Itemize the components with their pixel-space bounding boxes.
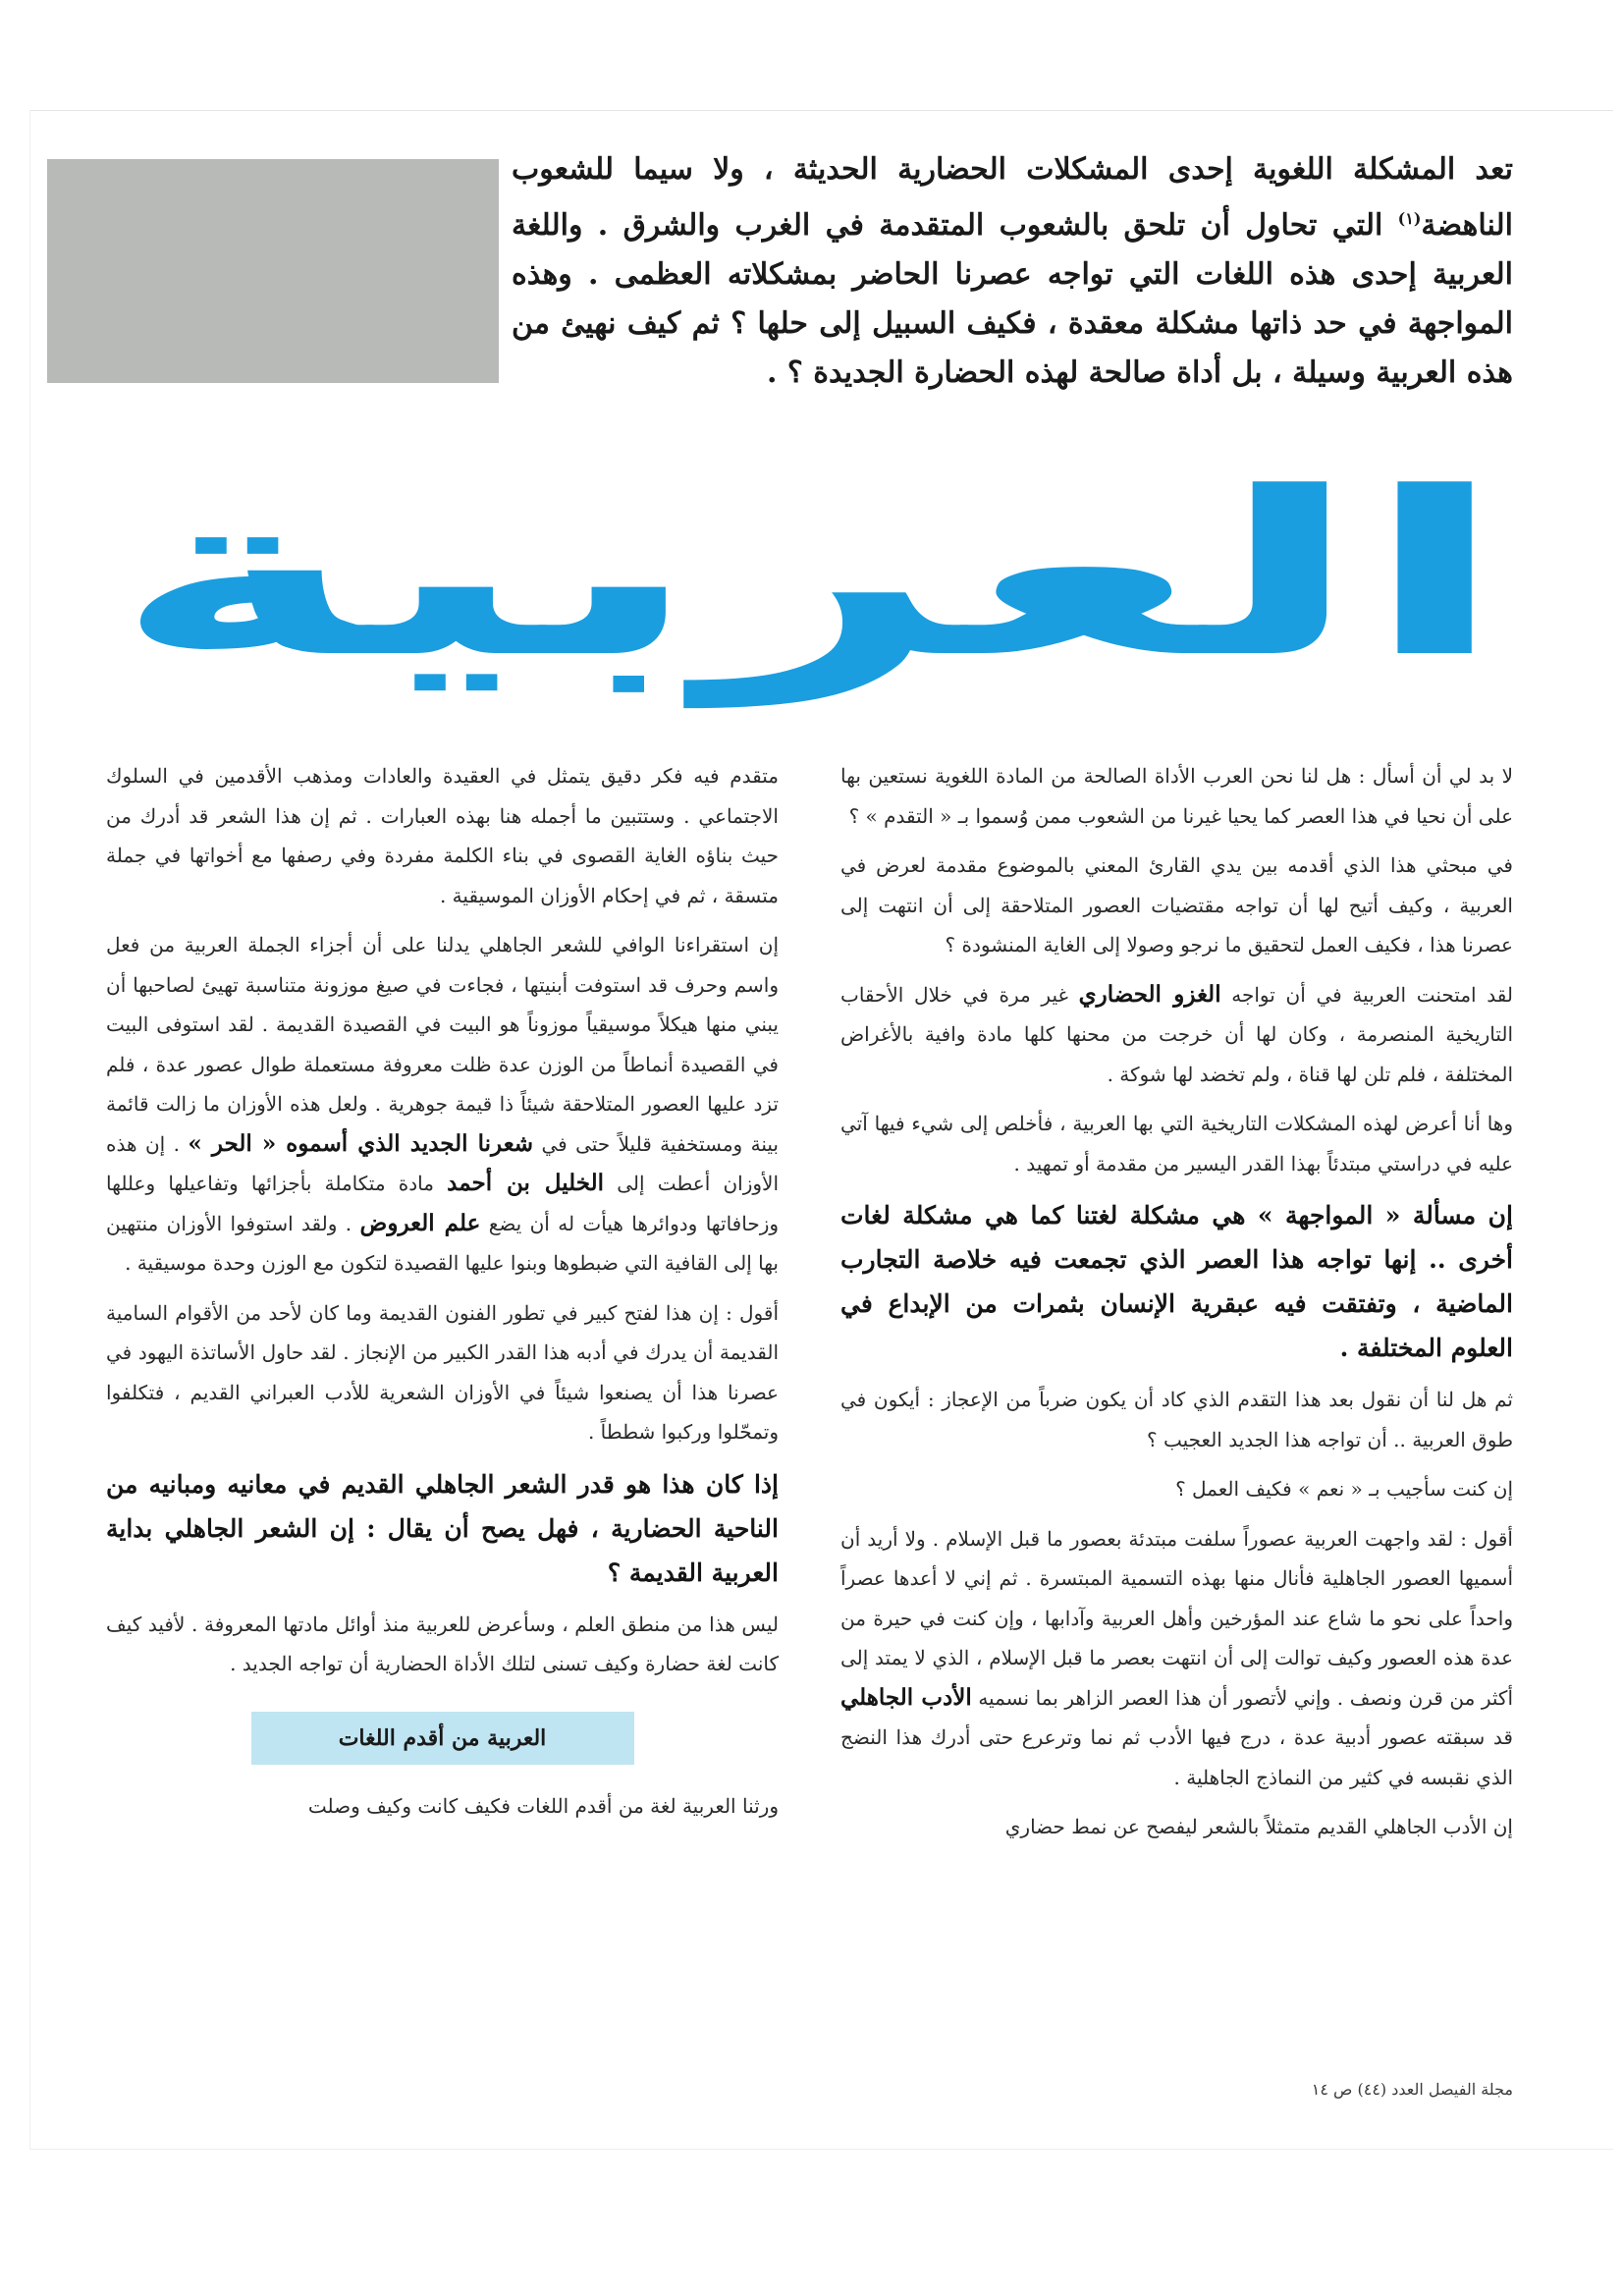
- left-p6: ورثنا العربية لغة من أقدم اللغات فكيف كانت وكيف وصلت: [307, 1793, 779, 1818]
- right-p3-text-c: غير مرة في خلال الأحقاب التاريخية المنصرمة ، وكان لها أن خرجت من محنها كلها مادة وافية بالأغراض المختلفة ، فلم تلن لها قناة ، ولم تخضد لها شوكة .: [840, 982, 1513, 1086]
- section-subheading: العربية من أقدم اللغات: [251, 1712, 634, 1765]
- right-p7: إن كنت سأجيب بـ « نعم » فكيف العمل ؟: [1175, 1477, 1513, 1501]
- right-p5-bold: إن مسألة « المواجهة » هي مشكلة لغتنا كما هي مشكلة لغات أخرى .. إنها تواجه هذا العصر الذي تجمعت فيه خلاصة التجارب الماضية ، وتفتقت فيه عبقرية الإنسان بثمرات من الإبداع في العلوم المختلفة .: [840, 1201, 1513, 1362]
- left-p1: متقدم فيه فكر دقيق يتمثل في العقيدة والعادات ومذهب الأقدمين في السلوك الاجتماعي . وستتبين ما أجمله هنا بهذه العبارات . ثم إن هذا الشعر قد أدرك من حيث بناؤه الغاية القصوى في بناء الكلمة مفردة وفي رصفها مع أخواتها في جملة متسقة ، ثم في إحكام الأوزان الموسيقية .: [106, 764, 779, 907]
- right-p8: [840, 1519, 1513, 1798]
- right-p3: [840, 975, 1513, 1095]
- right-column: [840, 756, 1513, 1857]
- page-title-text: العربية: [113, 445, 857, 707]
- intro-line-1: تعد المشكلة اللغوية إحدى المشكلات الحضارية الحديثة ، ولا سيما للشعوب الناهضة: [512, 152, 1513, 243]
- right-p1: لا بد لي أن أسأل : هل لنا نحن العرب الأداة الصالحة من المادة اللغوية نستعين بها على أن نحيا في هذا العصر كما يحيا غيرنا من الشعوب ممن وُسموا بـ « التقدم » ؟: [840, 764, 1513, 828]
- page-footer: مجلة الفيصل العدد (٤٤) ص ١٤: [1311, 2080, 1513, 2099]
- right-p6: ثم هل لنا أن نقول بعد هذا التقدم الذي كاد أن يكون ضرباً من الإعجاز : أيكون في طوق العربية .. أن تواجه هذا الجديد العجيب ؟: [840, 1388, 1514, 1451]
- right-p9: إن الأدب الجاهلي القديم متمثلاً بالشعر ليفصح عن نمط حضاري: [1004, 1815, 1513, 1838]
- frame-top-line: [29, 110, 1613, 111]
- right-p4: وها أنا أعرض لهذه المشكلات التاريخية التي بها العربية ، فأخلص إلى شيء فيها آتي عليه في دراستي مبتدئاً بهذا القدر اليسير من مقدمة أو تمهيد .: [840, 1112, 1513, 1175]
- intro-paragraph: [512, 145, 1513, 398]
- right-p8-bold: الأدب الجاهلي: [840, 1683, 972, 1711]
- right-p2: في مبحثي هذا الذي أقدمه بين يدي القارئ المعني بالموضوع مقدمة لعرض في العربية ، وكيف أتيح لها أن تواجه مقتضيات العصور المتلاحقة إلى أن انتهت إلى عصرنا هذا ، فكيف العمل لتحقيق ما نرجو وصولا إلى الغاية المنشودة ؟: [840, 853, 1513, 957]
- left-p2-text-e: مادة متكاملة بأجزائها وتفاعيلها وعللها وزحافاتها ودوائرها هيأت له أن يضع: [106, 1172, 780, 1235]
- left-p2-bold-prosody: علم العروض: [359, 1209, 481, 1236]
- left-column: [106, 756, 779, 1835]
- left-p2-bold-khalil: الخليل بن أحمد: [447, 1170, 604, 1196]
- gray-placeholder-block: [47, 159, 499, 383]
- left-p2-bold-free-verse: شعرنا الجديد الذي أسموه « الحر »: [188, 1129, 534, 1157]
- left-p2-text-c: . إن هذه الأوزان أعطت إلى: [106, 1131, 780, 1195]
- left-p2-text-a: إن استقراءنا الوافي للشعر الجاهلي يدلنا على أن أجزاء الجملة العربية من فعل واسم وحرف قد استوفت أبنيتها ، فجاءت في صيغ موزونة متناسبة تهيئ لصاحبها أن يبني منها هيكلاً موسيقياً موزوناً هو البيت في القصيدة القديمة . لقد استوفى البيت في القصيدة أنماطاً من الوزن عدة ظلت معروفة مستعملة طوال عصور عدة ، فلم تزد عليها العصور المتلاحقة شيئاً ذا قيمة جوهرية . ولعل هذه الأوزان ما زالت قائمة بينة ومستخفية قليلاً حتى في: [106, 933, 779, 1156]
- intro-line-2: التي تحاول أن تلحق بالشعوب المتقدمة في الغرب والشرق . واللغة العربية إحدى هذه اللغات التي تواجه عصرنا الحاضر بمشكلاته العظمى . وهذه المواجهة في حد ذاتها مشكلة معقدة ، فكيف السبيل إلى حلها ؟ ثم كيف نهيئ من هذه العربية وسيلة ، بل أداة صالحة لهذه الحضارة الجديدة ؟ .: [512, 208, 1513, 390]
- page-title: [98, 432, 1522, 727]
- right-p8-text-a: أقول : لقد واجهت العربية عصوراً سلفت مبتدئة بعصور ما قبل الإسلام . ولا أريد أن أسميها العصور الجاهلية فأنال منها بهذه التسمية المبتسرة . ثم إني لا أعدها عصراً واحداً على نحو ما شاع عند المؤرخين وأهل العربية وآدابها ، وإن كنت في حيرة من عدة هذه العصور وكيف توالت إلى أن انتهت بعصر ما قبل الإسلام ، الذي لا يمتد إلى أكثر من قرن ونصف . وإني لأتصور أن هذا العصر الزاهر بما نسميه: [840, 1526, 1514, 1710]
- left-p3: أقول : إن هذا لفتح كبير في تطور الفنون القديمة وما كان لأحد من الأقوام السامية القديمة أن يدرك في أدبه هذا القدر الكبير من الإنجاز . لقد حاول الأساتذة اليهود في عصرنا هذا أن يصنعوا شيئاً في الأوزان الشعرية للأدب العبراني القديم ، فتكلفوا وتمحّلوا وركبوا شططاً .: [106, 1300, 779, 1444]
- frame-bottom-line: [29, 2149, 1613, 2150]
- left-p5: ليس هذا من منطق العلم ، وسأعرض للعربية منذ أوائل مادتها المعروفة . لأفيد كيف كانت لغة حضارة وكيف تسنى لتلك الأداة الحضارية أن تواجه الجديد .: [106, 1612, 779, 1675]
- left-p4-bold: إذا كان هذا هو قدر الشعر الجاهلي القديم في معانيه ومبانيه من الناحية الحضارية ، فهل يصح أن يقال : إن الشعر الجاهلي بداية العربية القديمة ؟: [106, 1469, 779, 1587]
- right-p8-text-c: قد سبقته عصور أدبية عدة ، درج فيها الأدب ثم نما وترعرع حتى أدرك هذا النضج الذي نقبسه في كثير من النماذج الجاهلية .: [840, 1725, 1513, 1789]
- left-p2-text-g: . ولقد استوفوا الأوزان منتهين بها إلى القافية التي ضبطوها وبنوا عليها القصيدة لتكون مع الوزن وحدة موسيقية .: [106, 1211, 779, 1275]
- frame-left-line: [29, 110, 30, 2149]
- left-p2: [106, 925, 779, 1284]
- footnote-mark: (١): [1397, 209, 1422, 228]
- right-p3-text-a: لقد امتحنت العربية في أن تواجه: [1220, 982, 1514, 1007]
- right-p3-bold: الغزو الحضاري: [1078, 980, 1221, 1008]
